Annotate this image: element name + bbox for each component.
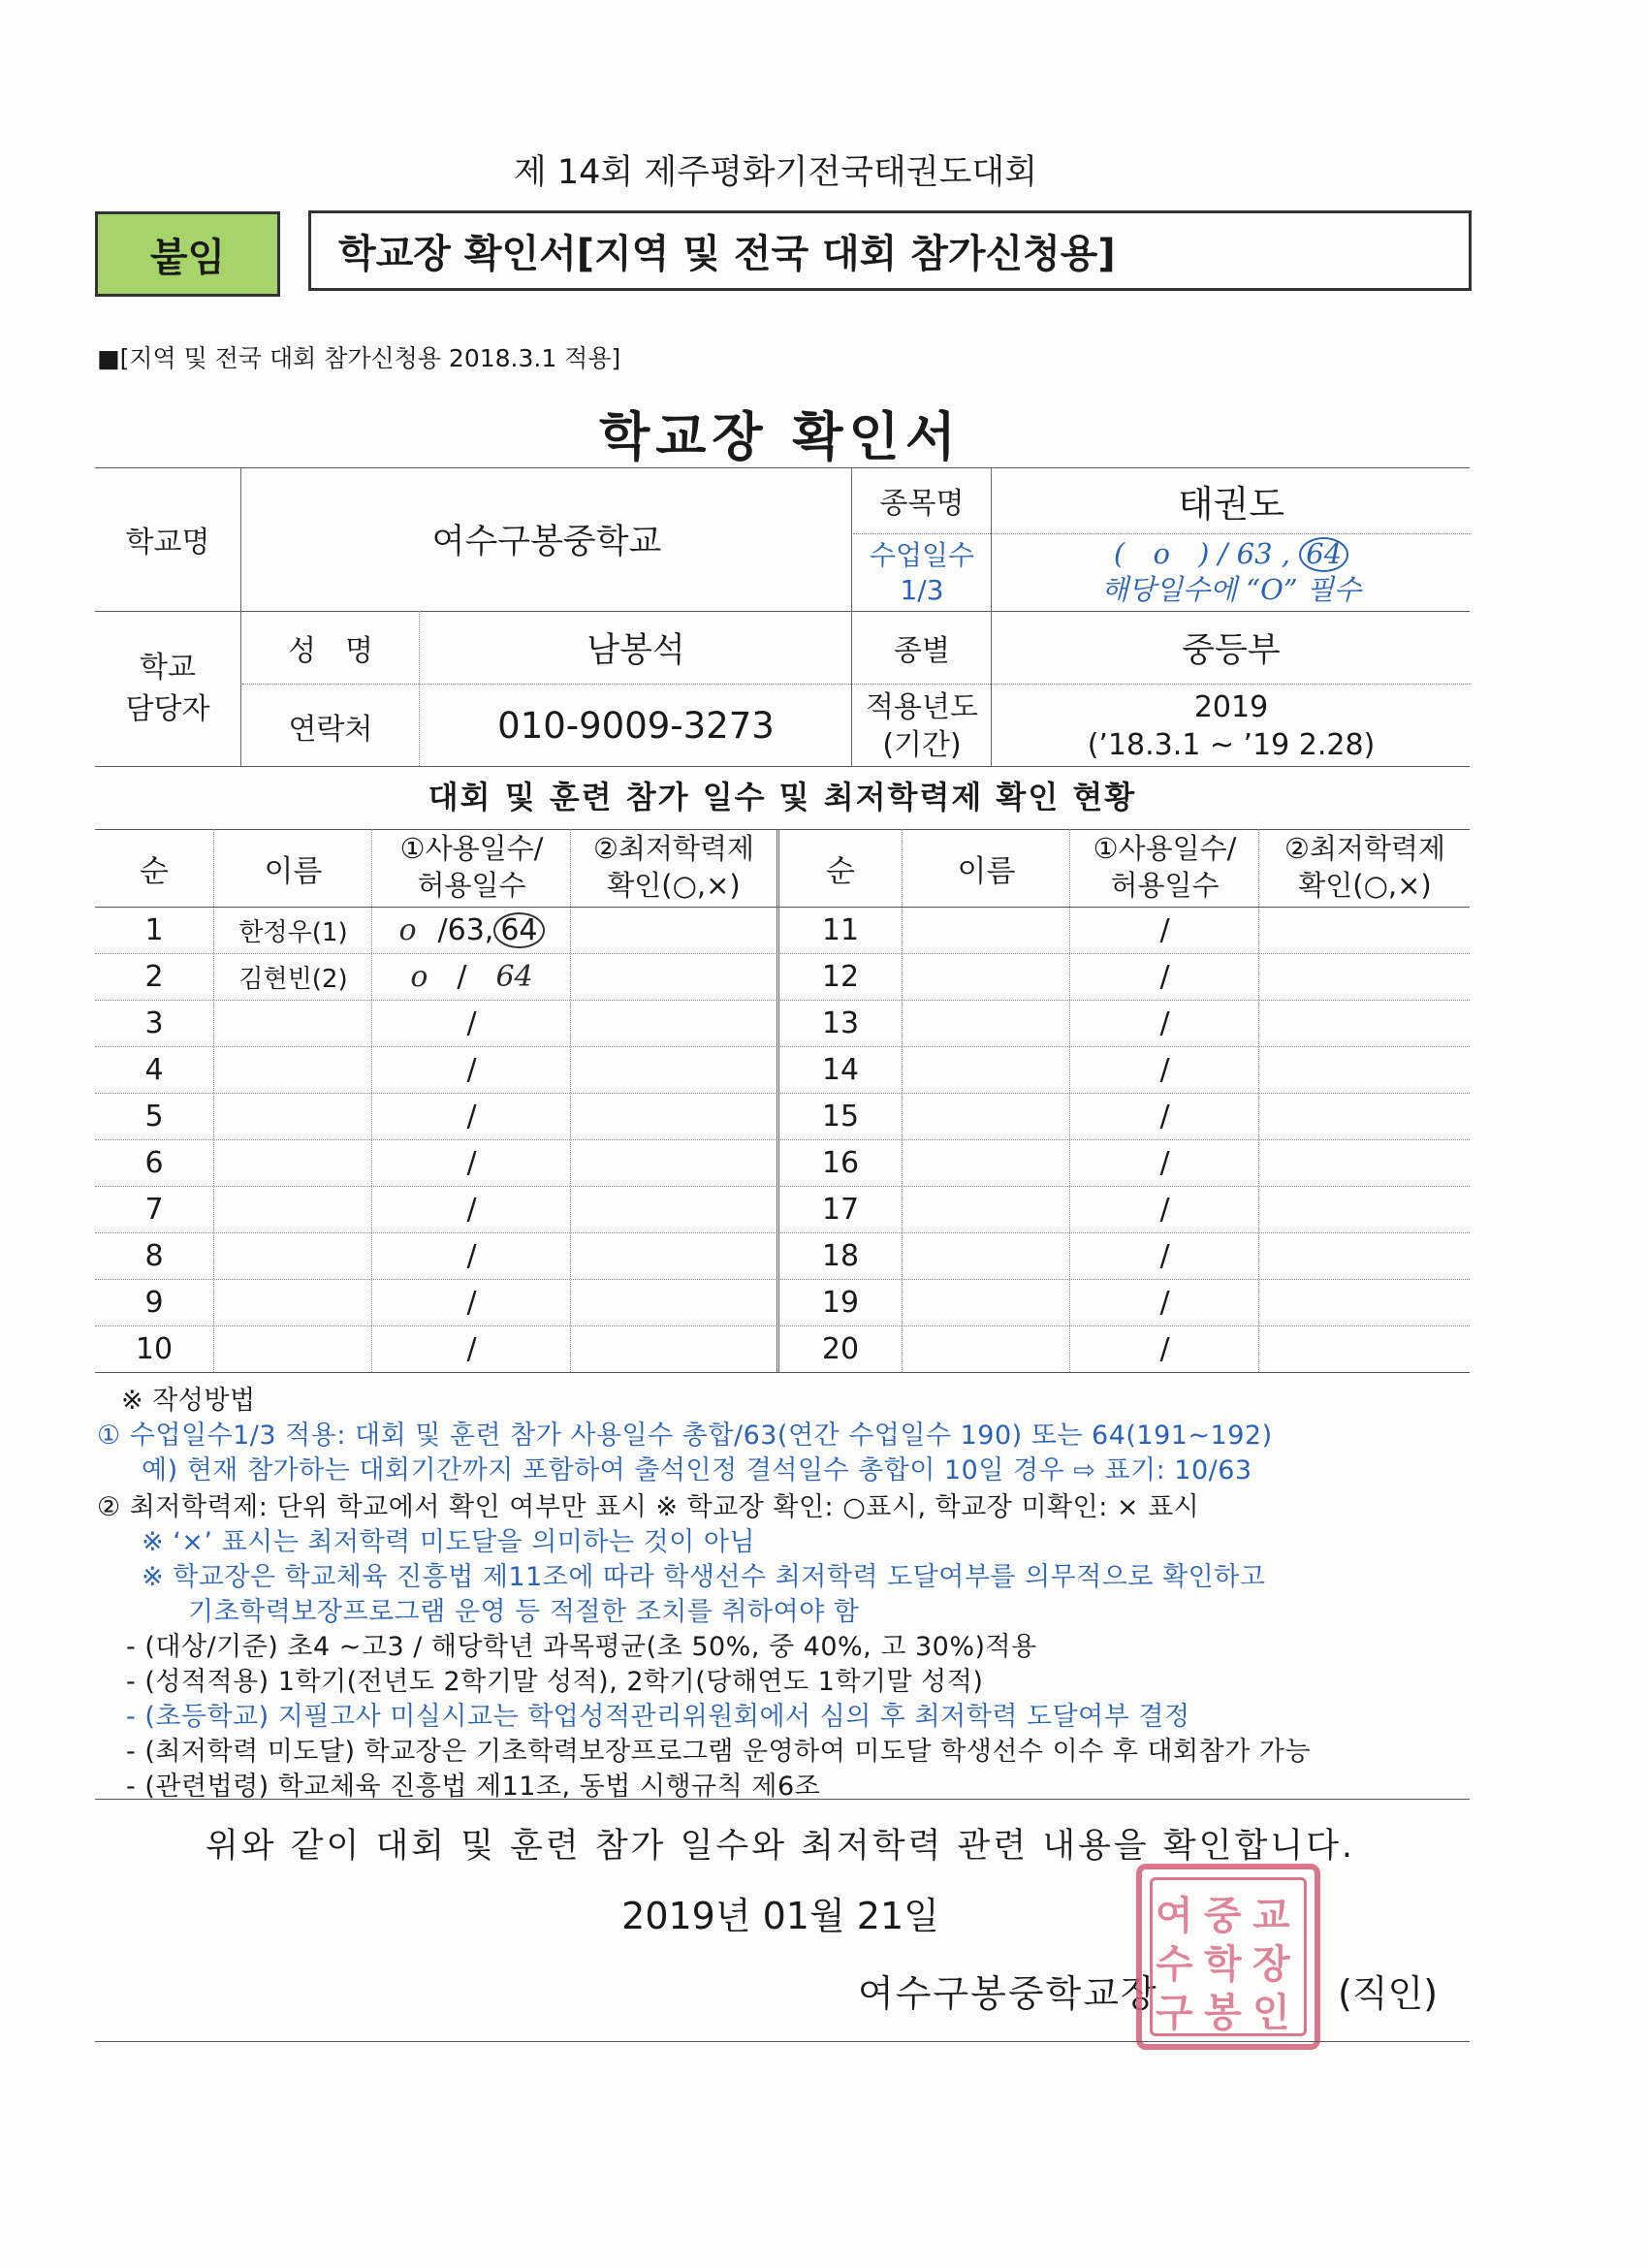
header-days-line1: ①사용일수/ [399, 832, 544, 866]
row-name: 김현빈(2) [238, 964, 348, 994]
sport-value: 태권도 [1177, 482, 1285, 526]
note-item: - (대상/기준) 초4 ~고3 / 해당학년 과목평균(초 50%, 중 40%, 고 30%)적용 [126, 1632, 1037, 1662]
hw-circled-total: 64 [1299, 537, 1348, 572]
header-title: 학교장 확인서[지역 및 전국 대회 참가신청용] [308, 210, 1472, 291]
row-days: / [1159, 1006, 1170, 1040]
school-seal-icon: 여 중 교 수 학 장 구 봉 인 [1136, 1864, 1320, 2050]
row-no: 14 [821, 1052, 860, 1087]
header-days-line1: ①사용일수/ [1093, 832, 1237, 866]
header-days-line2: 허용일수 [1110, 869, 1220, 902]
note-item: ② 최저학력제: 단위 학교에서 확인 여부만 표시 ※ 학교장 확인: ○표시, 학교장 미확인: × 표시 [97, 1492, 1200, 1522]
principal-name: 여수구봉중학교장 [858, 1972, 1158, 2015]
school-name-value: 여수구봉중학교 [431, 523, 662, 561]
row-no: 15 [821, 1099, 860, 1134]
row-days: / [1159, 912, 1170, 947]
doc-title: 학교장 확인서 [599, 406, 962, 467]
year-number: 2019 [1193, 689, 1269, 724]
row-no: 17 [821, 1192, 860, 1227]
row-no: 9 [144, 1285, 164, 1320]
row-no: 8 [144, 1238, 164, 1273]
header-name-left: 이름 [264, 853, 323, 889]
row-days: / [1159, 1285, 1170, 1320]
row-days [373, 953, 570, 1000]
hw-open-paren: ( [1113, 537, 1125, 571]
note-item: ① 수업일수1/3 적용: 대회 및 훈련 참가 사용일수 총합/63(연간 수업일수 190) 또는 64(191~192) [97, 1421, 1273, 1451]
row-no: 11 [821, 912, 860, 947]
hw-used-days: o [1153, 537, 1170, 571]
year-value [993, 686, 1470, 766]
row-days: / [466, 1052, 477, 1087]
row-days: / [1159, 1145, 1170, 1180]
note-item: ※ ‘×’ 표시는 최저학력 미도달을 의미하는 것이 아님 [142, 1527, 756, 1557]
year-label-line2: (기간) [882, 727, 962, 762]
row-days: / [466, 1192, 477, 1227]
row-no: 12 [821, 959, 860, 994]
row-no: 7 [144, 1192, 164, 1227]
note-item: - (최저학력 미도달) 학교장은 기초학력보장프로그램 운영하여 미도달 학생선수 이수 후 대회참가 가능 [126, 1737, 1312, 1767]
header-min-left [572, 829, 776, 907]
section-title: 대회 및 훈련 참가 일수 및 최저학력제 확인 현황 [428, 779, 1137, 815]
row-days: / [1159, 1331, 1170, 1366]
row-days: / [466, 1099, 477, 1134]
applicable-note: ■[지역 및 전국 대회 참가신청용 2018.3.1 적용] [97, 344, 621, 372]
header-min-line1: ②최저학력제 [1284, 832, 1446, 866]
header-min-line1: ②최저학력제 [592, 832, 755, 866]
class-days-handwritten [1114, 536, 1348, 572]
row-days-slash: / [457, 959, 467, 994]
row-days: / [1159, 1238, 1170, 1273]
division-label: 종별 [894, 633, 950, 668]
row-days: / [466, 1238, 477, 1273]
note-item: - (관련법령) 학교체육 진흥법 제11조, 동법 시행규칙 제6조 [126, 1772, 821, 1802]
class-days-label-line1: 수업일수 [869, 538, 975, 571]
note-item: ※ 학교장은 학교체육 진흥법 제11조에 따라 학생선수 최저학력 도달여부를 의무적으로 확인하고 [142, 1562, 1266, 1592]
division-value: 중등부 [1182, 630, 1281, 670]
contact-value: 010-9009-3273 [497, 705, 775, 747]
header-no-left: 순 [140, 853, 169, 889]
header-days-line2: 허용일수 [417, 869, 526, 902]
manager-label [95, 611, 240, 766]
class-days-label-line2: 1/3 [900, 574, 944, 606]
header-days-right [1071, 829, 1258, 907]
row-no: 2 [144, 959, 164, 994]
row-no: 5 [144, 1099, 164, 1134]
row-no: 4 [144, 1052, 164, 1087]
row-no: 13 [821, 1006, 860, 1040]
header-min-line2: 확인(○,×) [607, 869, 741, 902]
row-days: / [466, 1331, 477, 1366]
row-days: / [1159, 1192, 1170, 1227]
row-no: 20 [821, 1331, 860, 1366]
class-days-value [993, 533, 1470, 611]
row-no: 18 [821, 1238, 860, 1273]
row-days-slash: /63, [437, 912, 494, 947]
note-item: - (초등학교) 지필고사 미실시교는 학업성적관리위원회에서 심의 후 최저학력 도달여부 결정 [126, 1702, 1190, 1732]
row-no: 10 [135, 1331, 174, 1366]
document-date: 2019년 01월 21일 [621, 1895, 939, 1937]
header-min-right [1260, 829, 1470, 907]
class-days-label [853, 535, 991, 611]
year-period: (’18.3.1 ~ ’19 2.28) [1087, 727, 1376, 762]
seal-label: (직인) [1338, 1972, 1439, 2015]
row-days [373, 907, 570, 953]
manager-label-line2: 담당자 [125, 692, 210, 726]
row-no: 6 [144, 1145, 164, 1180]
year-label [853, 686, 991, 766]
confirmation-statement: 위와 같이 대회 및 훈련 참가 일수와 최저학력 관련 내용을 확인합니다. [205, 1827, 1356, 1866]
row-days: / [1159, 1099, 1170, 1134]
row-no: 1 [144, 912, 164, 947]
name-label: 성 명 [288, 633, 373, 668]
instructions-heading: ※ 작성방법 [121, 1386, 256, 1416]
hw-used-days: o [398, 912, 417, 947]
hw-close-paren: ) / 63 , [1198, 537, 1290, 571]
note-item: 기초학력보장프로그램 운영 등 적절한 조치를 취하여야 함 [188, 1597, 860, 1627]
school-name-label: 학교명 [125, 526, 210, 559]
note-item: 예) 현재 참가하는 대회기간까지 포함하여 출석인정 결석일수 총합이 10일 경우 ⇨ 표기: 10/63 [142, 1455, 1252, 1485]
manager-label-line1: 학교 [140, 650, 196, 685]
event-title: 제 14회 제주평화기전국태권도대회 [513, 153, 1038, 192]
header-min-line2: 확인(○,×) [1298, 869, 1432, 902]
header-no-right: 순 [826, 853, 855, 889]
row-no: 16 [821, 1145, 860, 1180]
row-days: / [466, 1006, 477, 1040]
hw-total-days: 64 [495, 959, 533, 994]
sport-label: 종목명 [879, 487, 965, 521]
header-name-right: 이름 [957, 853, 1016, 889]
hw-required-note: 해당일수에 “O” 필수 [1101, 573, 1361, 607]
row-days: / [1159, 959, 1170, 994]
year-label-line1: 적용년도 [866, 689, 978, 724]
row-days: / [466, 1145, 477, 1180]
name-value: 남봉석 [586, 630, 685, 670]
row-no: 3 [144, 1006, 164, 1040]
header-days-left [373, 829, 570, 907]
note-item: - (성적적용) 1학기(전년도 2학기말 성적), 2학기(당해연도 1학기말 성적) [126, 1667, 984, 1697]
row-days: / [1159, 1052, 1170, 1087]
hw-circled-total: 64 [493, 912, 544, 948]
row-no: 19 [821, 1285, 860, 1320]
row-days: / [466, 1285, 477, 1320]
hw-used-days: o [410, 959, 428, 994]
row-name: 한정우(1) [238, 917, 348, 947]
attachment-badge: 붙임 [95, 211, 280, 297]
contact-label: 연락처 [288, 712, 373, 747]
